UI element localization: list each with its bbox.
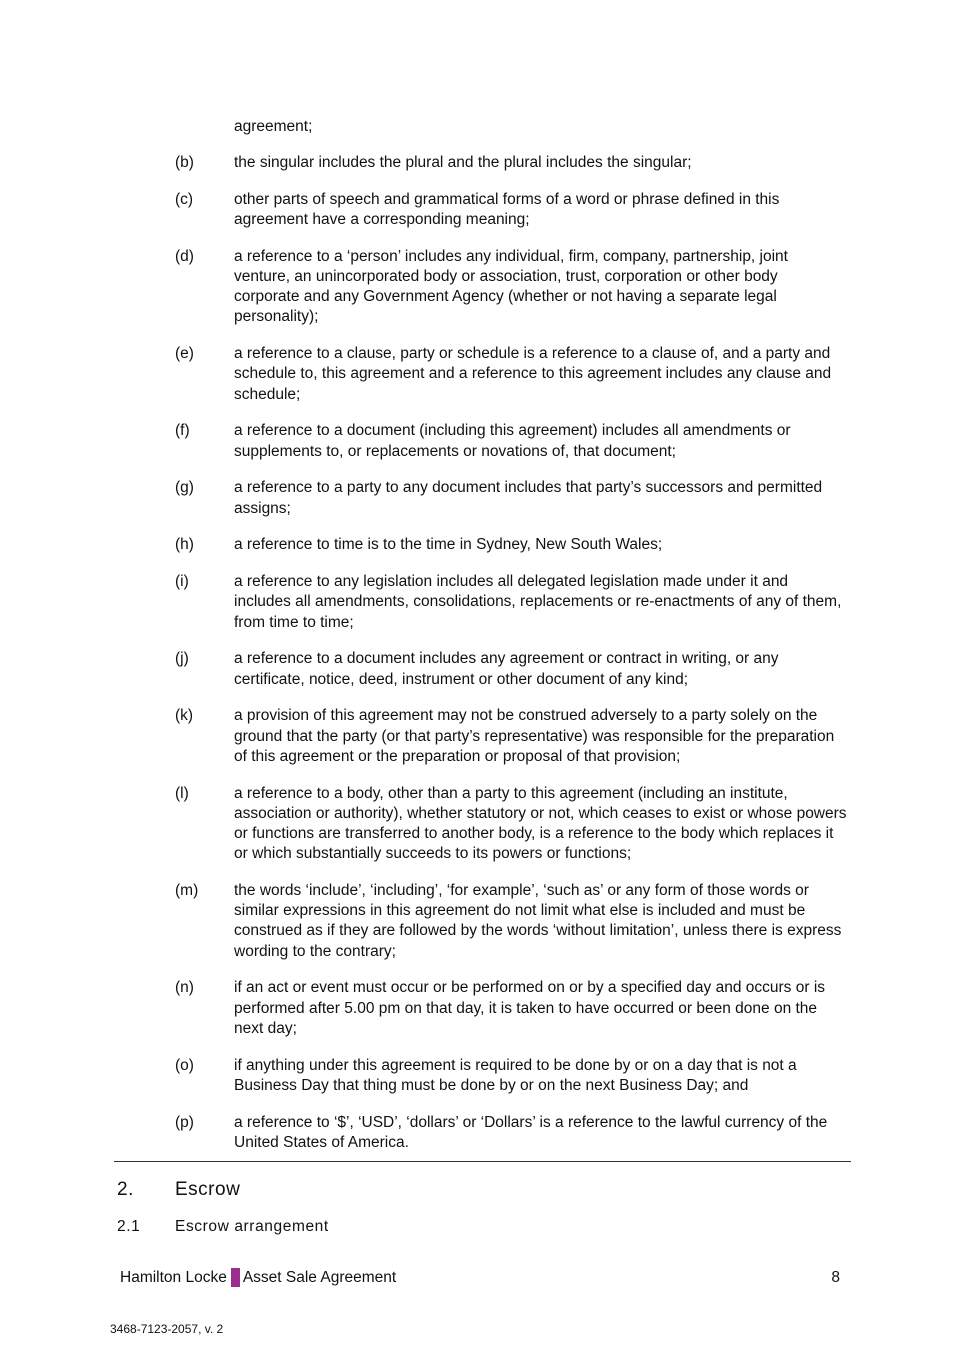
item-text: a reference to time is to the time in Sydney, New South Wales; [234, 536, 663, 554]
item-label: (m) [175, 882, 199, 900]
list-item [175, 706, 847, 767]
document-id: 3468-7123-2057, v. 2 [110, 1322, 224, 1336]
item-text: a reference to a clause, party or schedule is a reference to a clause of, and a party and schedule to, this agreement and a reference to this agreement includes any clause and schedule; [234, 345, 832, 403]
item-text: a reference to a party to any document includes that party’s successors and permitted assigns; [234, 479, 823, 517]
item-text: a reference to ‘$’, ‘USD’, ‘dollars’ or ‘Dollars’ is a reference to the lawful currency of the United States of America. [234, 1113, 828, 1151]
list-item [175, 344, 847, 405]
item-label: (g) [175, 479, 194, 497]
item-label: (o) [175, 1056, 194, 1074]
item-text: a reference to a ‘person’ includes any individual, firm, company, partnership, joint venture, an unincorporated body or association, trust, corporation or other body corporate and any Government Agency (whether or not having a separate legal personality); [234, 247, 788, 326]
item-label: (h) [175, 536, 194, 554]
item-text: if an act or event must occur or be performed on or by a specified day and occurs or is performed after 5.00 pm on that day, it is taken to have occurred or been done on the next day; [234, 979, 826, 1037]
item-label: (b) [175, 154, 194, 171]
section-divider [114, 1161, 851, 1162]
interpretation-list [175, 153, 847, 1170]
item-label: (c) [175, 190, 194, 208]
item-text: a provision of this agreement may not be construed adversely to a party solely on the ground that the party (or that party’s representative) was responsible for the preparation of this agreement or the preparation or proposal of that provision; [234, 707, 835, 765]
section-title: Escrow [175, 1179, 241, 1200]
list-item [175, 1113, 847, 1153]
list-item [175, 649, 847, 689]
item-label: (d) [175, 247, 194, 265]
item-label: (p) [175, 1113, 194, 1131]
section-number: 2. [117, 1179, 134, 1200]
subsection-number: 2.1 [117, 1218, 141, 1235]
list-item [175, 1056, 847, 1096]
list-item [175, 153, 847, 173]
item-label: (f) [175, 422, 190, 440]
brand-bar-icon [231, 1268, 240, 1287]
page-number: 8 [831, 1268, 840, 1286]
list-item [175, 535, 847, 555]
item-label: (k) [175, 707, 194, 725]
item-text: a reference to a document (including this agreement) includes all amendments or supplements to, or replacements or novations of, that document; [234, 422, 791, 460]
item-text: if anything under this agreement is required to be done by or on a day that is not a Business Day that thing must be done by or on the next Business Day; and [234, 1056, 797, 1094]
list-item [175, 572, 847, 633]
list-item [175, 978, 847, 1039]
item-text: other parts of speech and grammatical forms of a word or phrase defined in this agreement have a corresponding meaning; [234, 190, 780, 228]
item-text: a reference to a body, other than a party to this agreement (including an institute, association or authority), whether statutory or not, which ceases to exist or whose powers or functions are transferred to another body, is a reference to the body which replaces it or which substantially succeeds to its powers or functions; [234, 784, 847, 863]
list-item [175, 190, 847, 230]
document-title: Asset Sale Agreement [242, 1268, 397, 1286]
item-label: (l) [175, 784, 189, 802]
continuation-text: agreement; [234, 118, 313, 135]
subsection-title: Escrow arrangement [175, 1218, 329, 1235]
list-item [175, 478, 847, 518]
list-item [175, 784, 847, 865]
item-text: a reference to a document includes any agreement or contract in writing, or any certificate, notice, deed, instrument or other document of any kind; [234, 650, 779, 688]
item-label: (e) [175, 345, 194, 363]
item-text: a reference to any legislation includes all delegated legislation made under it and includes all amendments, consolidations, replacements or re-enactments of any of them, from time to time; [234, 573, 842, 631]
item-text: the singular includes the plural and the plural includes the singular; [234, 154, 692, 171]
list-item [175, 881, 847, 962]
item-text: the words ‘include’, ‘including’, ‘for example’, ‘such as’ or any form of those words or similar expressions in this agreement do not limit what else is included and must be construed as if they are followed by the words ‘without limitation’, unless there is express wording to the contrary; [234, 882, 842, 960]
item-label: (j) [175, 650, 189, 668]
item-label: (n) [175, 979, 194, 997]
list-item [175, 247, 847, 328]
list-item [175, 421, 847, 461]
item-label: (i) [175, 573, 189, 591]
page-footer [120, 1268, 840, 1287]
firm-name: Hamilton Locke [120, 1268, 227, 1286]
